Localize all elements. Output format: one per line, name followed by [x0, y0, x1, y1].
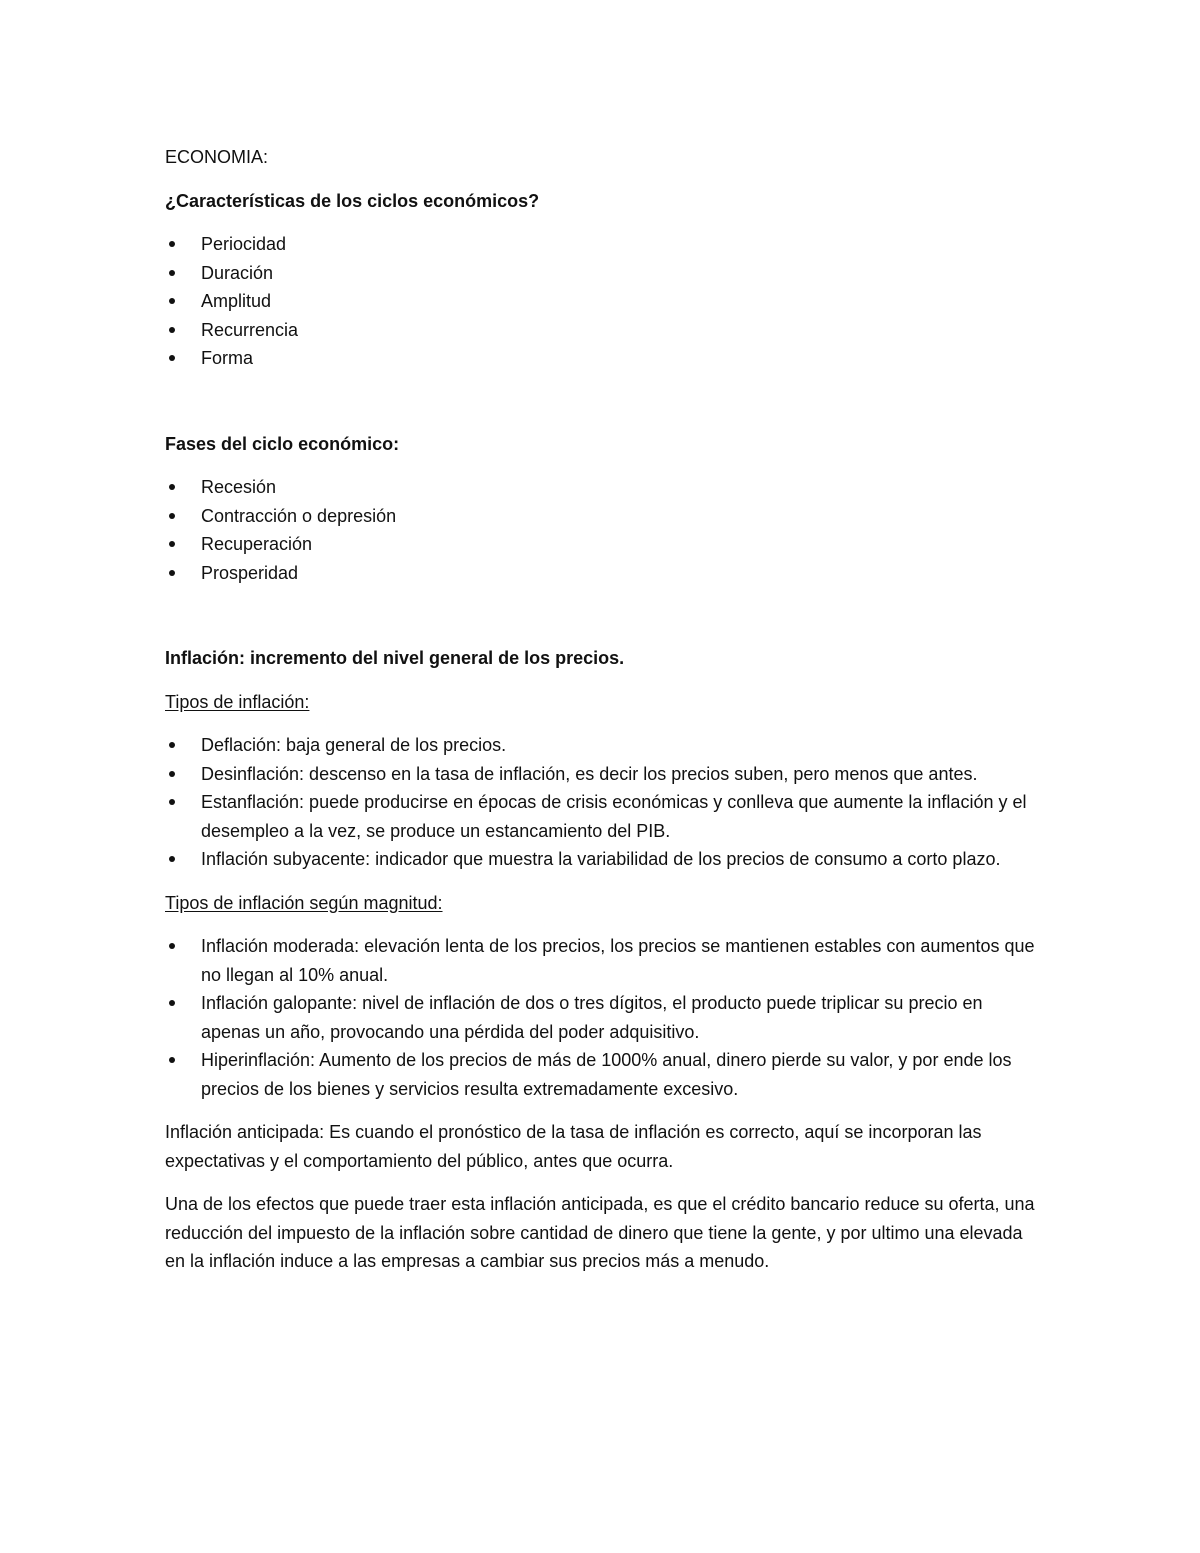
list-item — [165, 932, 1045, 989]
bullet-icon — [169, 570, 175, 576]
list-item — [165, 259, 1045, 288]
list-item — [165, 473, 1045, 502]
paragraph-effects: Una de los efectos que puede traer esta inflación anticipada, es que el crédito bancario reduce su oferta, una reducción del impuesto de la inflación sobre cantidad de dinero que tiene la gente, y por ultimo una elevada en la inflación induce a las empresas a cambiar sus precios más a menudo. — [165, 1194, 1035, 1271]
list-item-text: Duración — [201, 262, 274, 283]
list-item — [165, 1046, 1045, 1103]
bullet-icon — [169, 270, 175, 276]
bullet-icon — [169, 856, 175, 862]
list-item-text: Prosperidad — [201, 562, 299, 583]
list-item-text: Desinflación: descenso en la tasa de inflación, es decir los precios suben, pero menos que antes. — [201, 763, 978, 784]
list-item-text: Hiperinflación: Aumento de los precios de más de 1000% anual, dinero pierde su valor, y por ende los precios de los bienes y servicios resulta extremadamente excesivo. — [201, 1050, 1012, 1099]
list-item — [165, 316, 1045, 345]
phases-list — [165, 473, 1045, 587]
document-title: ECONOMIA: — [165, 147, 269, 167]
list-item-text: Recuperación — [201, 534, 313, 554]
list-item-text: Contracción o depresión — [201, 505, 397, 526]
list-item-text: Amplitud — [201, 291, 272, 311]
list-item-text: Inflación galopante: nivel de inflación de dos o tres dígitos, el producto puede triplicar su precio en apenas un año, provocando una pérdida del poder adquisitivo. — [201, 993, 983, 1042]
list-item — [165, 530, 1045, 559]
list-item-text: Recurrencia — [201, 319, 299, 340]
bullet-icon — [169, 241, 175, 247]
inflation-types-list — [165, 731, 1045, 874]
characteristics-list — [165, 230, 1045, 373]
list-item — [165, 989, 1045, 1046]
section-heading-phases: Fases del ciclo económico: — [165, 433, 400, 454]
paragraph-anticipated-inflation: Inflación anticipada: Es cuando el pronóstico de la tasa de inflación es correcto, aquí se incorporan las expectativas y el comportamiento del público, antes que ocurra. — [165, 1122, 982, 1171]
list-item — [165, 559, 1045, 588]
spacer — [165, 388, 1045, 430]
list-item-text: Deflación: baja general de los precios. — [201, 735, 507, 755]
bullet-icon — [169, 943, 175, 949]
subheading-inflation-types: Tipos de inflación: — [165, 691, 310, 712]
list-item — [165, 344, 1045, 373]
list-item — [165, 230, 1045, 259]
subheading-magnitude-types: Tipos de inflación según magnitud: — [165, 892, 443, 913]
list-item — [165, 760, 1045, 789]
section-heading-inflation: Inflación: incremento del nivel general de los precios. — [165, 648, 625, 668]
bullet-icon — [169, 327, 175, 333]
bullet-icon — [169, 355, 175, 361]
list-item-text: Periocidad — [201, 234, 287, 254]
bullet-icon — [169, 541, 175, 547]
bullet-icon — [169, 799, 175, 805]
list-item — [165, 845, 1045, 874]
list-item-text: Forma — [201, 348, 254, 368]
document-page — [165, 143, 1045, 1291]
list-item-text: Inflación moderada: elevación lenta de los precios, los precios se mantienen estables con aumentos que no llegan al 10% anual. — [201, 936, 1035, 985]
magnitude-types-list — [165, 932, 1045, 1103]
list-item — [165, 287, 1045, 316]
bullet-icon — [169, 771, 175, 777]
bullet-icon — [169, 1057, 175, 1063]
bullet-icon — [169, 742, 175, 748]
list-item-text: Inflación subyacente: indicador que muestra la variabilidad de los precios de consumo a corto plazo. — [201, 849, 1001, 869]
section-heading-characteristics: ¿Características de los ciclos económicos? — [165, 190, 540, 211]
bullet-icon — [169, 1000, 175, 1006]
list-item — [165, 788, 1045, 845]
list-item-text: Estanflación: puede producirse en épocas de crisis económicas y conlleva que aumente la inflación y el desempleo a la vez, se produce un estancamiento del PIB. — [201, 792, 1027, 841]
list-item-text: Recesión — [201, 477, 277, 497]
spacer — [165, 602, 1045, 644]
list-item — [165, 731, 1045, 760]
bullet-icon — [169, 513, 175, 519]
list-item — [165, 502, 1045, 531]
bullet-icon — [169, 484, 175, 490]
bullet-icon — [169, 298, 175, 304]
